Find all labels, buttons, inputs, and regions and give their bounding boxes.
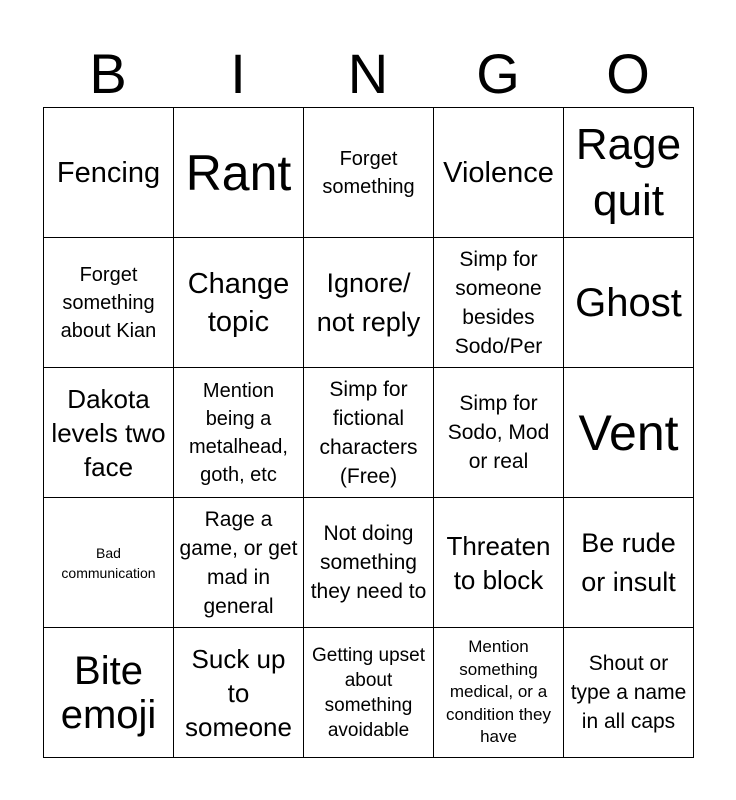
- cell-label: Be rude or insult: [581, 527, 676, 597]
- header-letter-i: I: [230, 42, 246, 105]
- header-letter-g: G: [476, 42, 520, 105]
- bingo-cell[interactable]: [174, 108, 304, 238]
- cell-label: Getting upset about something avoidable: [311, 644, 426, 741]
- bingo-cell[interactable]: [304, 498, 434, 628]
- bingo-cell[interactable]: [44, 368, 174, 498]
- bingo-cell[interactable]: [174, 498, 304, 628]
- bingo-cell[interactable]: [434, 238, 564, 368]
- cell-label: Rage quit: [575, 119, 682, 225]
- cell-label: Shout or type a name in all caps: [570, 652, 687, 733]
- cell-label: Threaten to block: [446, 530, 551, 595]
- cell-label: Violence: [443, 156, 554, 189]
- bingo-board: [43, 107, 694, 758]
- header-letter-o: O: [606, 42, 650, 105]
- bingo-cell[interactable]: [564, 238, 694, 368]
- cell-label: Forget something: [322, 147, 415, 198]
- bingo-cell[interactable]: [434, 498, 564, 628]
- cell-label: Dakota levels two face: [51, 383, 166, 482]
- bingo-cell[interactable]: [304, 238, 434, 368]
- cell-label: Mention being a metalhead, goth, etc: [189, 379, 288, 486]
- bingo-cell[interactable]: [304, 108, 434, 238]
- bingo-cell[interactable]: [304, 628, 434, 758]
- bingo-cell[interactable]: [564, 108, 694, 238]
- cell-label: Rant: [185, 144, 292, 201]
- cell-label: Bite emoji: [60, 648, 157, 737]
- bingo-cell[interactable]: [44, 108, 174, 238]
- cell-label: Mention something medical, or a condition they have: [446, 637, 551, 747]
- cell-label: Fencing: [56, 156, 161, 189]
- bingo-header: [43, 42, 693, 106]
- cell-label: Ghost: [575, 280, 682, 325]
- bingo-cell[interactable]: [44, 238, 174, 368]
- bingo-cell[interactable]: [564, 628, 694, 758]
- bingo-cell[interactable]: [174, 238, 304, 368]
- cell-label: Simp for Sodo, Mod or real: [447, 392, 550, 473]
- cell-label: Rage a game, or get mad in general: [179, 507, 298, 618]
- cell-label: Ignore/ not reply: [316, 267, 421, 337]
- bingo-cell[interactable]: [564, 498, 694, 628]
- bingo-cell[interactable]: [304, 368, 434, 498]
- cell-label: Simp for fictional characters (Free): [319, 377, 418, 488]
- bingo-cell[interactable]: [44, 498, 174, 628]
- bingo-cell[interactable]: [434, 368, 564, 498]
- bingo-cell[interactable]: [174, 368, 304, 498]
- cell-label: Forget something about Kian: [60, 263, 157, 342]
- cell-label: Simp for someone besides Sodo/Per: [454, 247, 543, 358]
- bingo-cell[interactable]: [434, 108, 564, 238]
- bingo-cell[interactable]: [434, 628, 564, 758]
- header-letter-n: N: [347, 42, 389, 105]
- header-letter-b: B: [89, 42, 127, 105]
- cell-label: Vent: [578, 404, 679, 461]
- bingo-cell[interactable]: [564, 368, 694, 498]
- cell-label: Change topic: [187, 267, 290, 338]
- cell-label: Bad communication: [61, 544, 156, 581]
- cell-label: Suck up to someone: [185, 643, 292, 742]
- bingo-cell[interactable]: [44, 628, 174, 758]
- cell-label: Not doing something they need to: [310, 522, 427, 603]
- bingo-cell[interactable]: [174, 628, 304, 758]
